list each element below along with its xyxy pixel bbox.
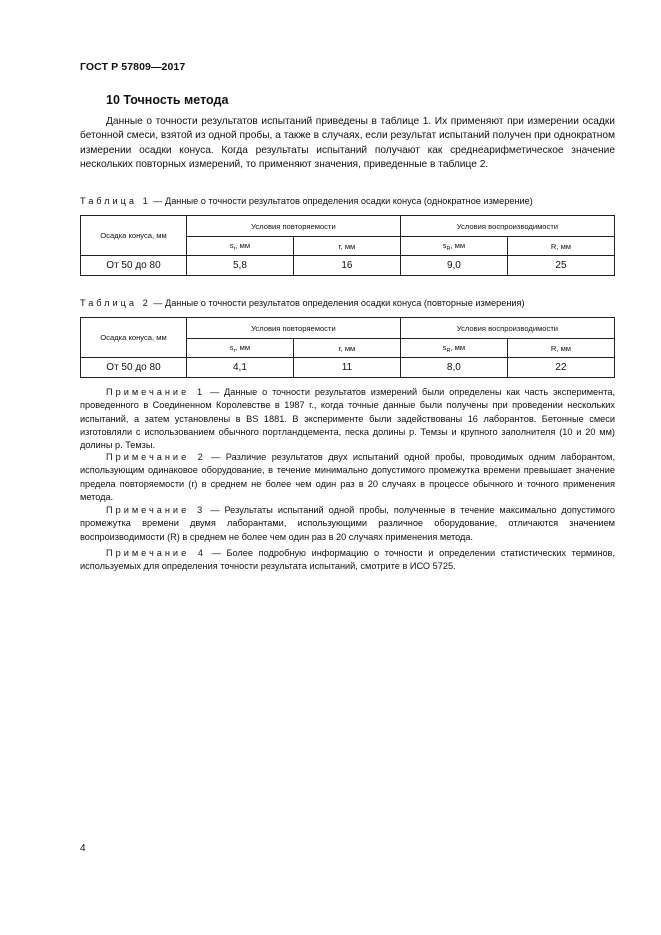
section-title: 10 Точность метода <box>106 93 229 107</box>
table-2-cell-sr: 4,1 <box>186 358 293 378</box>
table-1-cell-sR: 9,0 <box>400 256 507 276</box>
page-number: 4 <box>80 843 86 854</box>
table-2-cell-R: 22 <box>507 358 614 378</box>
table-1-col-sr: $s_r$, мм <box>186 237 293 256</box>
table-2 <box>80 317 615 378</box>
table-1-cell-range: От 50 до 80 <box>81 256 187 276</box>
table-1 <box>80 215 615 276</box>
table-2-caption-text: — Данные о точности результатов определения осадки конуса (повторные измерения) <box>150 298 525 308</box>
table-1-caption-text: — Данные о точности результатов определения осадки конуса (однократное измерение) <box>150 196 533 206</box>
table-2-col-R: R, мм <box>507 339 614 358</box>
table-2-cell-range: От 50 до 80 <box>81 358 187 378</box>
table-1-col-R: R, мм <box>507 237 614 256</box>
table-1-group-repeat: Условия повторяемости <box>186 216 400 237</box>
table-2-caption <box>80 298 620 308</box>
table-1-caption-label: Таблица 1 <box>80 196 151 206</box>
table-row <box>81 256 615 276</box>
note-1-label: Примечание 1 <box>106 387 206 397</box>
table-2-group-repeat: Условия повторяемости <box>186 318 400 339</box>
table-2-col-sR: $s_R$, мм <box>400 339 507 358</box>
table-2-col-r: r, мм <box>293 339 400 358</box>
note-2-label: Примечание 2 <box>106 452 206 462</box>
note-3-label: Примечание 3 <box>106 505 206 515</box>
table-1-col-sR: $s_R$, мм <box>400 237 507 256</box>
intro-paragraph: Данные о точности результатов испытаний приведены в таблице 1. Их применяют при измерении осадки бетонной смеси, взятой из одной пробы, а также в случаях, если результат испытаний получен при однократном измерении осадки конуса. Когда результаты испытаний получают как среднеарифметическое значение нескольких повторных измерений, то применяют значения, приведенные в таблице 2. <box>80 116 616 171</box>
table-2-cell-sR: 8,0 <box>400 358 507 378</box>
note-2-text: — Различие результатов двух испытаний одной пробы, проводимых одним лаборантом, использующим одинаковое оборудование, в течение минимально допустимого промежутка времени превышает значение предела повторяемости (r) в среднем не более чем один раз в 20 случаях в процессе обычного и точного применения метода. <box>80 452 616 502</box>
note-1 <box>80 386 615 452</box>
note-4-label: Примечание 4 <box>106 548 206 558</box>
table-1-cell-r: 16 <box>293 256 400 276</box>
note-3-text: — Результаты испытаний одной пробы, полученные в течение максимально допустимого промежутка времени двумя лаборантами, использующими различное оборудование, отличаются значением воспроизводимости (R) в среднем не более чем один раз в 20 случаях применения метода. <box>80 505 615 542</box>
table-2-col-sr: $s_r$, мм <box>186 339 293 358</box>
table-2-caption-label: Таблица 2 <box>80 298 151 308</box>
table-2-col-main: Осадка конуса, мм <box>81 318 187 358</box>
note-4 <box>80 547 615 574</box>
table-2-cell-r: 11 <box>293 358 400 378</box>
table-row <box>81 358 615 378</box>
table-1-col-main: Осадка конуса, мм <box>81 216 187 256</box>
table-2-group-reprod: Условия воспроизводимости <box>400 318 614 339</box>
note-1-text: — Данные о точности результатов измерений были определены как часть эксперимента, проведенного в Соединенном Королевстве в 1987 г., когда точные данные были получены при проведении нескольких испытаний, а затем установлены в BS 1881. В эксперименте были задействованы 16 лаборантов. Бетонные смеси изготовляли с использованием обычного портландцемента, песка долины р. Темзы и крупного заполнителя (10 и 20 мм) долины р. Темзы. <box>80 387 615 451</box>
table-1-group-reprod: Условия воспроизводимости <box>400 216 614 237</box>
table-1-cell-sr: 5,8 <box>186 256 293 276</box>
table-1-col-r: r, мм <box>293 237 400 256</box>
table-1-caption <box>80 196 620 206</box>
note-2 <box>80 451 615 504</box>
note-4-text: — Более подробную информацию о точности и определении статистических терминов, используемых для определения точности результата испытаний, смотрите в ИСО 5725. <box>80 548 615 572</box>
note-3 <box>80 504 615 544</box>
document-header: ГОСТ Р 57809—2017 <box>80 61 186 73</box>
table-1-cell-R: 25 <box>507 256 614 276</box>
